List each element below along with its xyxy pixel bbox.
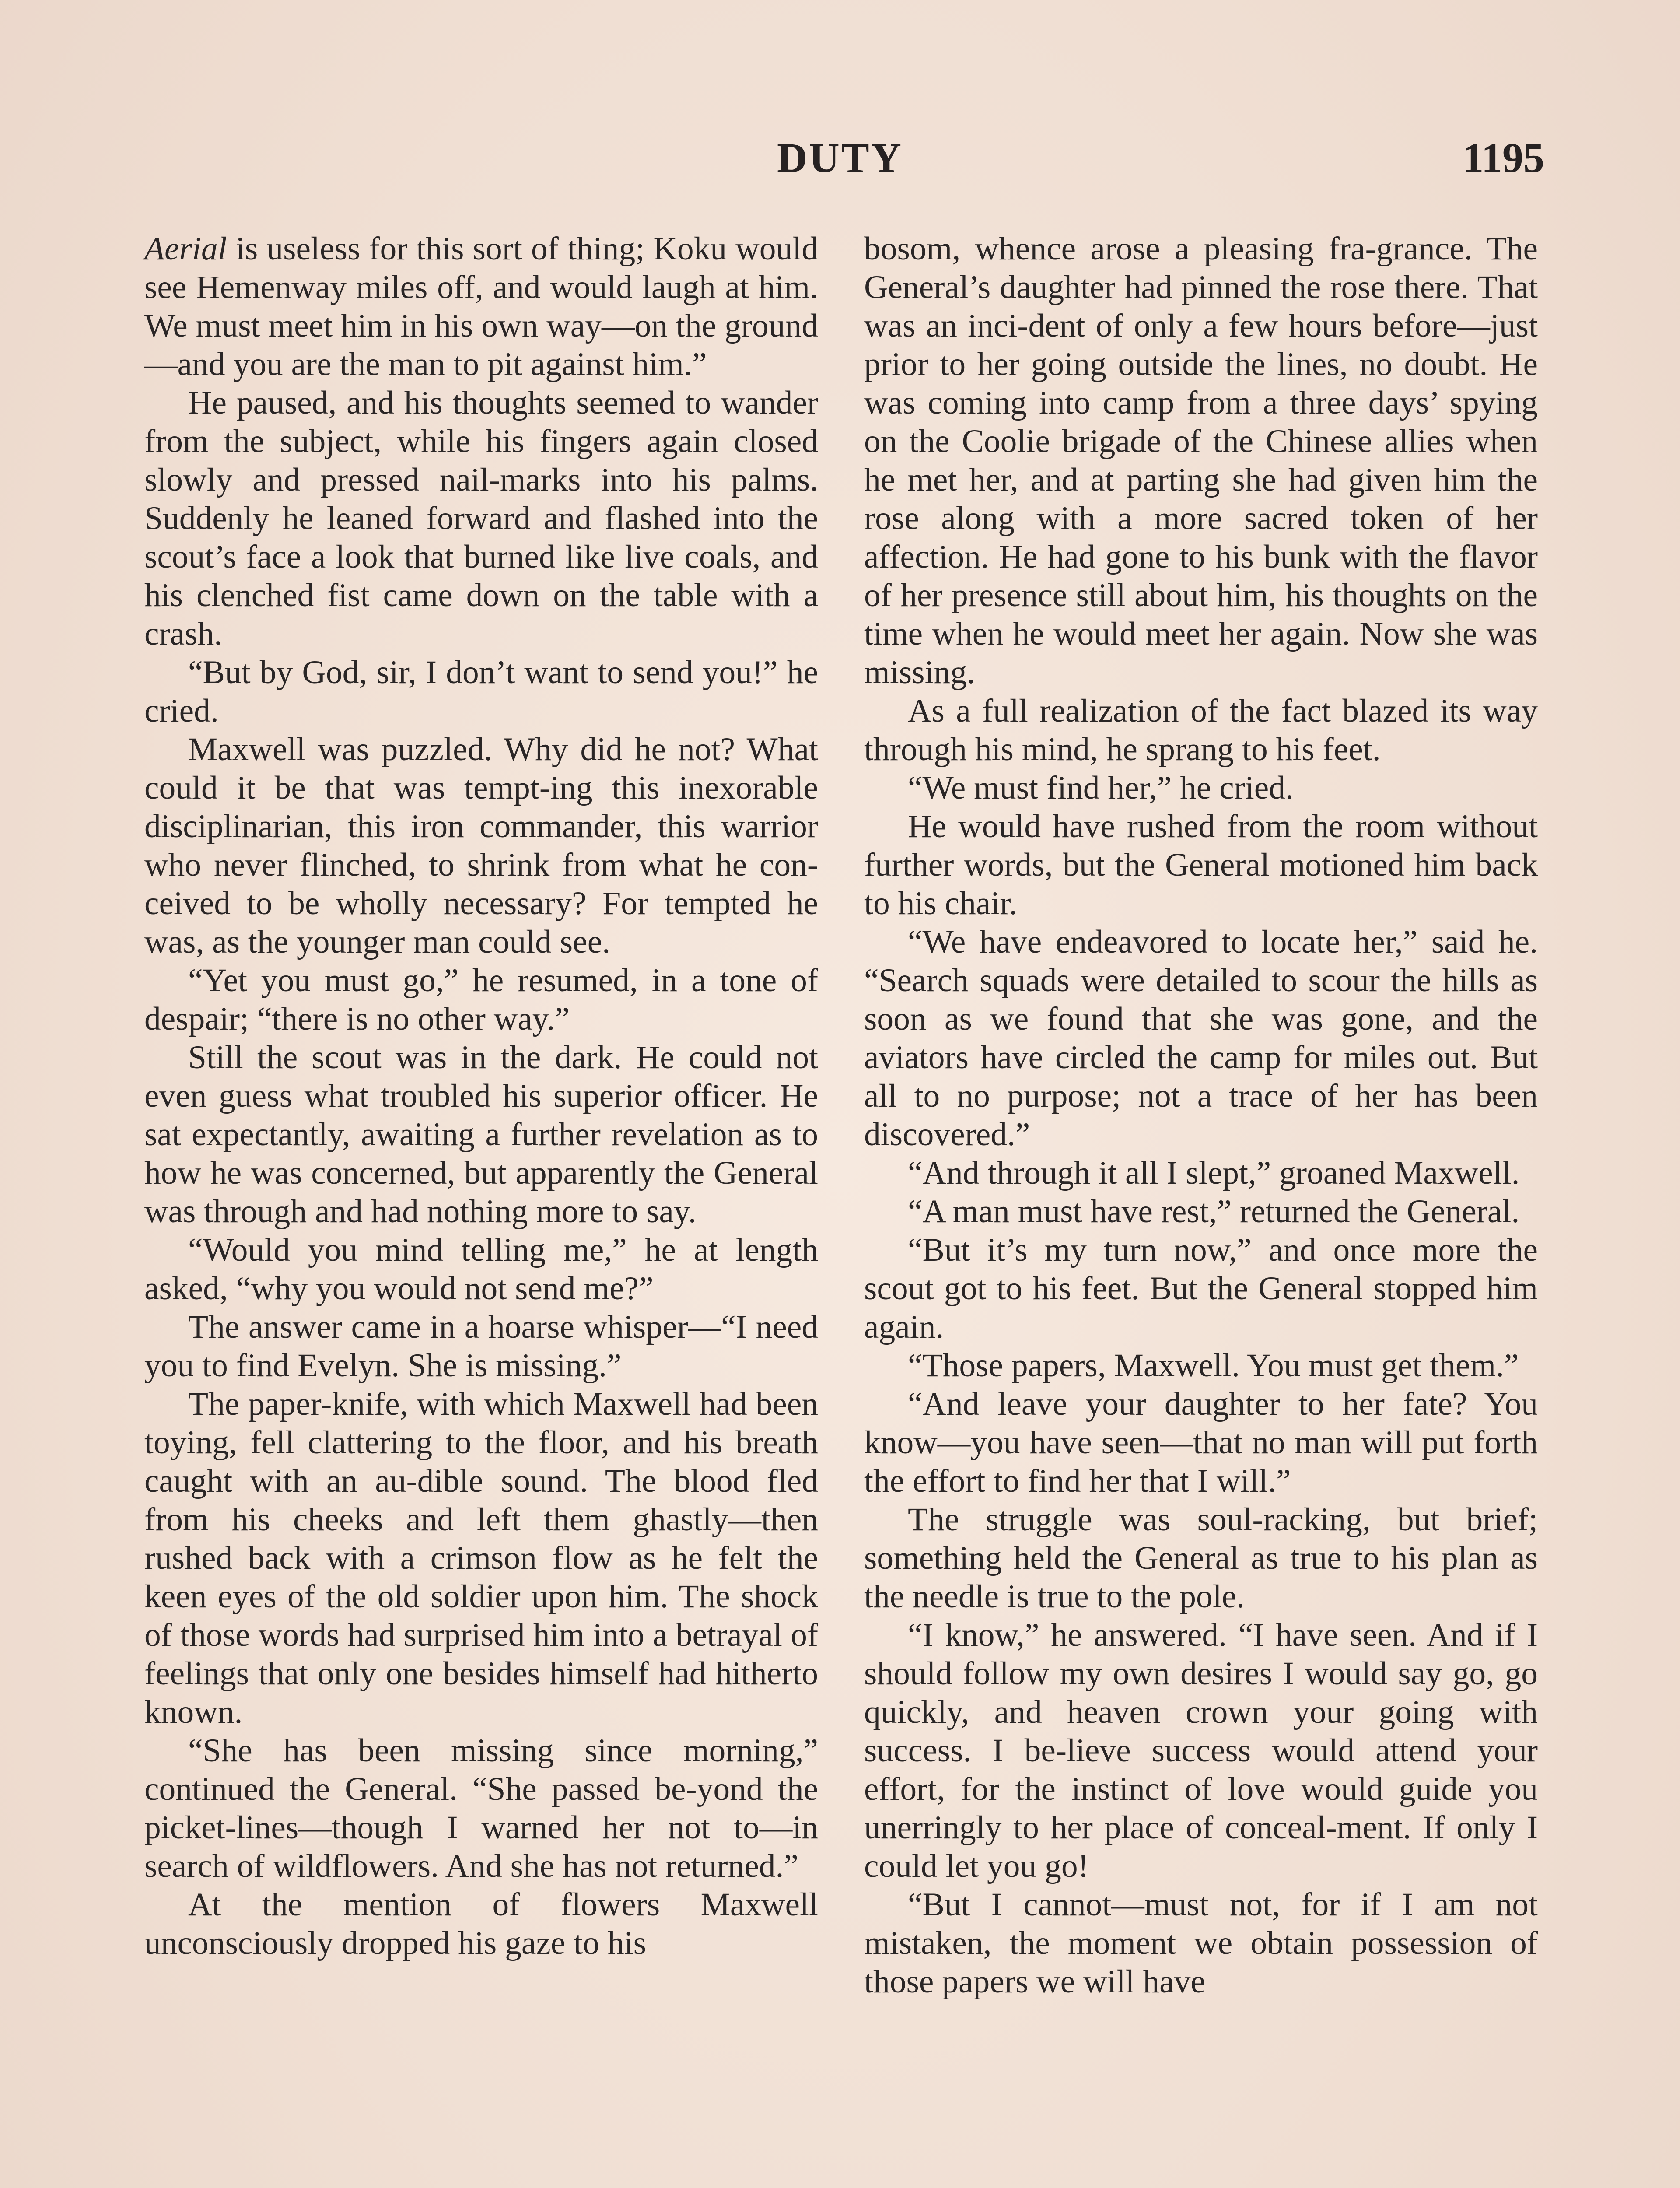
paragraph: “Those papers, Maxwell. You must get them.” <box>908 1347 1519 1384</box>
paragraph: “Would you mind telling me,” he at length asked, “why you would not send me?” <box>144 1232 818 1307</box>
paragraph: He paused, and his thoughts seemed to wander from the subject, while his fingers again closed slowly and pressed nail-marks into his palms. Suddenly he leaned forward and flashed into the scout’s face a look that burned like live coals, and his clenched fist came down on the table with a crash. <box>144 385 818 652</box>
paragraph: “But I cannot—must not, for if I am not mistaken, the moment we obtain possession of those papers we will have <box>864 1886 1538 2000</box>
paragraph: “I know,” he answered. “I have seen. And if I should follow my own desires I would say go, go quickly, and heaven crown your going with success. I be-lieve success would attend your effort, for the instinct of love would guide you unerringly to her place of conceal-ment. If only I could let you go! <box>864 1617 1538 1884</box>
paragraph: “We have endeavored to locate her,” said he. “Search squads were detailed to scour the hills as soon as we found that she was gone, and the aviators have circled the camp for miles out. But all to no purpose; not a trace of her has been discovered.” <box>864 924 1538 1153</box>
paragraph: “A man must have rest,” returned the General. <box>908 1193 1520 1230</box>
paragraph: “But it’s my turn now,” and once more the scout got to his feet. But the General stopped him again. <box>864 1232 1538 1345</box>
paragraph: “And through it all I slept,” groaned Maxwell. <box>908 1155 1520 1191</box>
paragraph: The struggle was soul-racking, but brief; something held the General as true to his plan as the needle is true to the pole. <box>864 1501 1538 1615</box>
paragraph-text: is useless for this sort of thing; Koku would see Hemenway miles off, and would laugh at him. We must meet him in his own way—on the ground—and you are the man to pit against him.” <box>144 231 818 382</box>
paragraph: He would have rushed from the room without further words, but the General motioned him back to his chair. <box>864 808 1538 922</box>
paragraph: “Yet you must go,” he resumed, in a tone of despair; “there is no other way.” <box>144 962 818 1037</box>
running-head-title: DUTY <box>777 134 903 181</box>
paragraph: At the mention of flowers Maxwell unconsciously dropped his gaze to his <box>144 1886 818 1961</box>
page-number: 1195 <box>1463 134 1544 181</box>
left-text-column <box>144 230 818 1963</box>
paragraph: Still the scout was in the dark. He could not even guess what troubled his superior officer. He sat expectantly, awaiting a further revelation as to how he was concerned, but apparently the General was through and had nothing more to say. <box>144 1039 818 1230</box>
paragraph: Maxwell was puzzled. Why did he not? What could it be that was tempt-ing this inexorable disciplinarian, this iron commander, this warrior who never flinched, to shrink from what he con-ceived to be wholly necessary? For tempted he was, as the younger man could see. <box>144 731 818 960</box>
paragraph: The answer came in a hoarse whisper—“I need you to find Evelyn. She is missing.” <box>144 1309 818 1384</box>
paragraph: “She has been missing since morning,” continued the General. “She passed be-yond the picket-lines—though I warned her not to—in search of wildflowers. And she has not returned.” <box>144 1732 818 1884</box>
paragraph: “But by God, sir, I don’t want to send you!” he cried. <box>144 654 818 729</box>
paragraph: As a full realization of the fact blazed its way through his mind, he sprang to his feet. <box>864 693 1538 768</box>
paragraph: “We must find her,” he cried. <box>908 770 1294 806</box>
paragraph: bosom, whence arose a pleasing fra-grance. The General’s daughter had pinned the rose there. That was an inci-dent of only a few hours before—just prior to her going outside the lines, no doubt. He was coming into camp from a three days’ spying on the Coolie brigade of the Chinese allies when he met her, and at parting she had given him the rose along with a more sacred token of her affection. He had gone to his bunk with the flavor of her presence still about him, his thoughts on the time when he would meet her again. Now she was missing. <box>864 231 1538 691</box>
paragraph: The paper-knife, with which Maxwell had been toying, fell clattering to the floor, and his breath caught with an au-dible sound. The blood fled from his cheeks and left them ghastly—then rushed back with a crimson flow as he felt the keen eyes of the old soldier upon him. The shock of those words had surprised him into a betrayal of feelings that only one besides himself had hitherto known. <box>144 1386 818 1730</box>
paragraph: “And leave your daughter to her fate? You know—you have seen—that no man will put forth the effort to find her that I will.” <box>864 1386 1538 1499</box>
paragraph <box>144 230 818 384</box>
right-text-column <box>864 230 1538 2001</box>
italic-lead-word: Aerial <box>144 231 227 267</box>
